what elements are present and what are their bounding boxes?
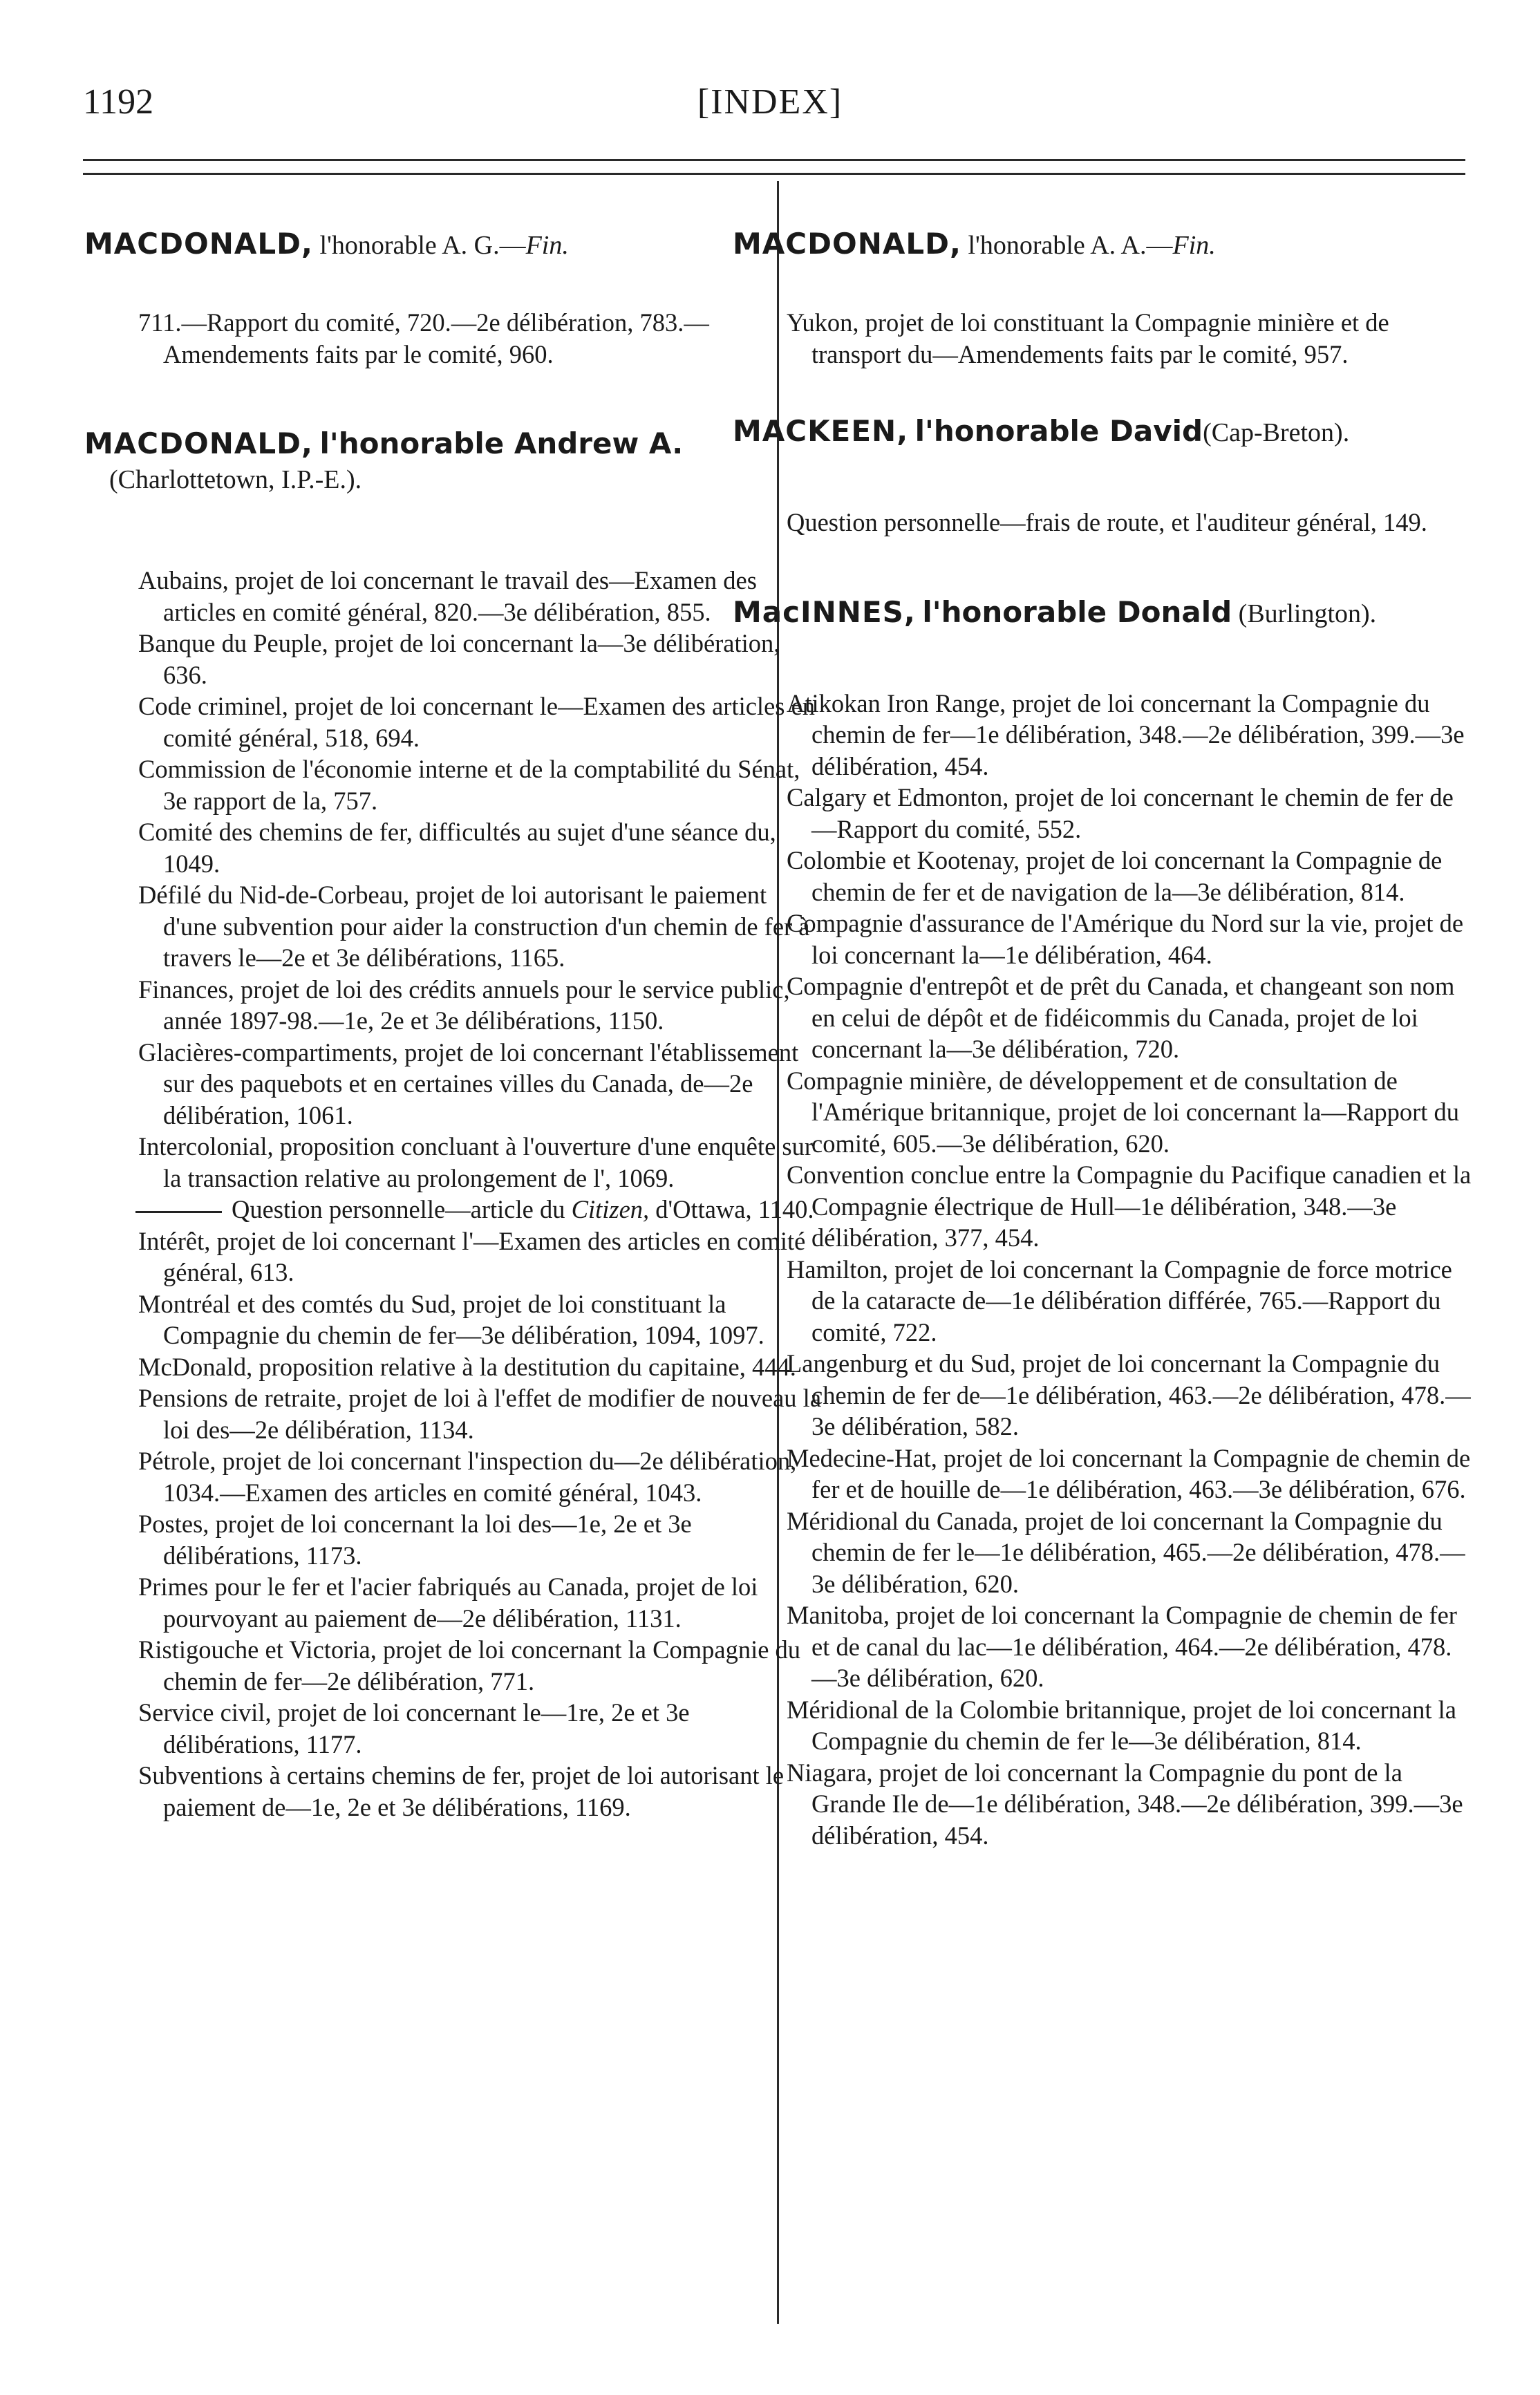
index-entry: Postes, projet de loi concernant la loi des—1e, 2e et 3e délibérations, 1173. xyxy=(138,1510,692,1570)
index-entry: Manitoba, projet de loi concernant la Compagnie de chemin de fer et de canal du lac—1e délibération, 464.—2e délibération, 478.—3e délibération, 620. xyxy=(787,1601,1457,1692)
index-entry: Compagnie d'entrepôt et de prêt du Canada, et changeant son nom en celui de dépôt et de fidéicommis du Canada, projet de loi concernant la—3e délibération, 720. xyxy=(787,972,1455,1063)
heading-rest: l'honorable Donald xyxy=(922,594,1232,629)
index-entry: Aubains, projet de loi concernant le travail des—Examen des articles en comité général, 820.—3e délibération, 855. xyxy=(138,566,757,626)
heading-macinnes xyxy=(733,595,1474,631)
index-entry: Intercolonial, proposition concluant à l'ouverture d'une enquête sur la transaction relative au prolongement de l', 1069. xyxy=(138,1132,814,1192)
index-entry: Glacières-compartiments, projet de loi concernant l'établissement sur des paquebots et en certaines villes du Canada, de—2e délibération, 1061. xyxy=(138,1037,799,1129)
continuation-entry: 711.—Rapport du comité, 720.—2e délibération, 783.—Amendements faits par le comité, 960. xyxy=(138,308,709,368)
heading-rest: l'honorable A. G.— xyxy=(319,231,526,260)
top-rule-lower xyxy=(83,173,1465,175)
heading-sub: (Burlington). xyxy=(1238,599,1377,628)
index-entry: Primes pour le fer et l'acier fabriqués au Canada, projet de loi pourvoyant au paiement de—2e délibération, 1131. xyxy=(138,1572,758,1633)
heading-macdonald-ag xyxy=(84,227,826,263)
heading-name: MacINNES, xyxy=(733,594,916,629)
index-entry: Calgary et Edmonton, projet de loi concernant le chemin de fer de—Rapport du comité, 552. xyxy=(787,783,1454,843)
heading-macdonald-andrew xyxy=(84,426,826,497)
heading-fin: Fin. xyxy=(525,231,569,260)
index-entry: Méridional du Canada, projet de loi concernant la Compagnie du chemin de fer le—1e délibération, 465.—2e délibération, 478.—3e délibération, 620. xyxy=(787,1506,1465,1598)
index-entry: Compagnie d'assurance de l'Amérique du Nord sur la vie, projet de loi concernant la—1e délibération, 464. xyxy=(787,909,1464,969)
dash-entry-italic: Citizen, xyxy=(571,1195,650,1223)
index-entry: Colombie et Kootenay, projet de loi concernant la Compagnie de chemin de fer et de navigation de la—3e délibération, 814. xyxy=(787,846,1443,906)
heading-name: MACDONALD, xyxy=(733,227,961,261)
index-entry: Subventions à certains chemins de fer, projet de loi autorisant le paiement de—1e, 2e et 3e délibérations, 1169. xyxy=(138,1761,785,1821)
dash-entry-text-after: d'Ottawa, 1140. xyxy=(649,1195,814,1223)
index-entry: Intérêt, projet de loi concernant l'—Examen des articles en comité général, 613. xyxy=(138,1226,806,1286)
heading-rest: l'honorable A. A.— xyxy=(968,231,1173,260)
index-entry: Comité des chemins de fer, difficultés au sujet d'une séance du, 1049. xyxy=(138,818,776,878)
index-entry: Pétrole, projet de loi concernant l'inspection du—2e délibération, 1034.—Examen des articles en comité général, 1043. xyxy=(138,1447,797,1507)
index-entry: Ristigouche et Victoria, projet de loi concernant la Compagnie du chemin de fer—2e délibération, 771. xyxy=(138,1635,801,1696)
heading-macdonald-aa xyxy=(733,227,1474,263)
continuation-entry: Yukon, projet de loi constituant la Compagnie minière et de transport du—Amendements faits par le comité, 957. xyxy=(787,308,1389,368)
index-entry: Medecine-Hat, projet de loi concernant la Compagnie de chemin de fer et de houille de—1e délibération, 463.—3e délibération, 676. xyxy=(787,1443,1471,1503)
heading-sub: (Cap-Breton). xyxy=(1203,418,1350,447)
em-rule xyxy=(135,1211,222,1213)
heading-name: MACKEEN, xyxy=(733,414,909,448)
index-entry: Langenburg et du Sud, projet de loi concernant la Compagnie du chemin de fer de—1e délibération, 463.—2e délibération, 478.—3e délibération, 582. xyxy=(787,1349,1471,1440)
index-entry: Atikokan Iron Range, projet de loi concernant la Compagnie du chemin de fer—1e délibération, 348.—2e délibération, 399.—3e délibération, 454. xyxy=(787,688,1465,780)
left-column xyxy=(84,200,826,1823)
heading-sub: (Charlottetown, I.P.-E.). xyxy=(109,465,362,494)
running-head: [INDEX] xyxy=(697,82,843,122)
heading-name: MACDONALD, xyxy=(84,426,313,460)
heading-rest: l'honorable David xyxy=(914,414,1203,448)
page-number: 1192 xyxy=(83,82,154,122)
index-entry: Finances, projet de loi des crédits annuels pour le service public, année 1897-98.—1e, 2e et 3e délibérations, 1150. xyxy=(138,975,790,1035)
index-entry: Commission de l'économie interne et de la comptabilité du Sénat, 3e rapport de la, 757. xyxy=(138,755,800,815)
index-entry: McDonald, proposition relative à la destitution du capitaine, 444. xyxy=(138,1352,796,1381)
index-entry: Niagara, projet de loi concernant la Compagnie du pont de la Grande Ile de—1e délibération, 348.—2e délibération, 399.—3e délibération, 454. xyxy=(787,1758,1463,1850)
index-entry: Convention conclue entre la Compagnie du Pacifique canadien et la Compagnie électrique de Hull—1e délibération, 348.—3e délibération, 377, 454. xyxy=(787,1161,1472,1252)
index-entry: Méridional de la Colombie britannique, projet de loi concernant la Compagnie du chemin de fer le—3e délibération, 814. xyxy=(787,1695,1456,1755)
index-entry: Défilé du Nid-de-Corbeau, projet de loi autorisant le paiement d'une subvention pour aider la construction d'un chemin de fer à travers le—2e et 3e délibérations, 1165. xyxy=(138,881,810,972)
heading-fin: Fin. xyxy=(1172,231,1216,260)
index-entry: Hamilton, projet de loi concernant la Compagnie de force motrice de la cataracte de—1e délibération différée, 765.—Rapport du comité, 722. xyxy=(787,1255,1452,1346)
index-entry: Compagnie minière, de développement et de consultation de l'Amérique britannique, projet de loi concernant la—Rapport du comité, 605.—3e délibération, 620. xyxy=(787,1066,1460,1158)
dash-entry-text: Question personnelle—article du xyxy=(232,1195,572,1223)
top-rule-upper xyxy=(83,159,1465,161)
dash-entry xyxy=(138,1194,826,1225)
heading-mackeen xyxy=(733,414,1474,450)
index-entry: Banque du Peuple, projet de loi concernant la—3e délibération, 636. xyxy=(138,629,780,689)
index-entry: Code criminel, projet de loi concernant le—Examen des articles en comité général, 518, 694. xyxy=(138,692,816,752)
heading-rest: l'honorable Andrew A. xyxy=(319,426,684,460)
continuation-entry: Question personnelle—frais de route, et l'auditeur général, 149. xyxy=(787,508,1427,536)
right-column xyxy=(733,200,1474,1851)
index-entry: Pensions de retraite, projet de loi à l'effet de modifier de nouveau la loi des—2e délibération, 1134. xyxy=(138,1384,822,1444)
index-entry: Montréal et des comtés du Sud, projet de loi constituant la Compagnie du chemin de fer—3e délibération, 1094, 1097. xyxy=(138,1289,764,1349)
index-entry: Service civil, projet de loi concernant le—1re, 2e et 3e délibérations, 1177. xyxy=(138,1698,690,1758)
heading-name: MACDONALD, xyxy=(84,227,313,261)
